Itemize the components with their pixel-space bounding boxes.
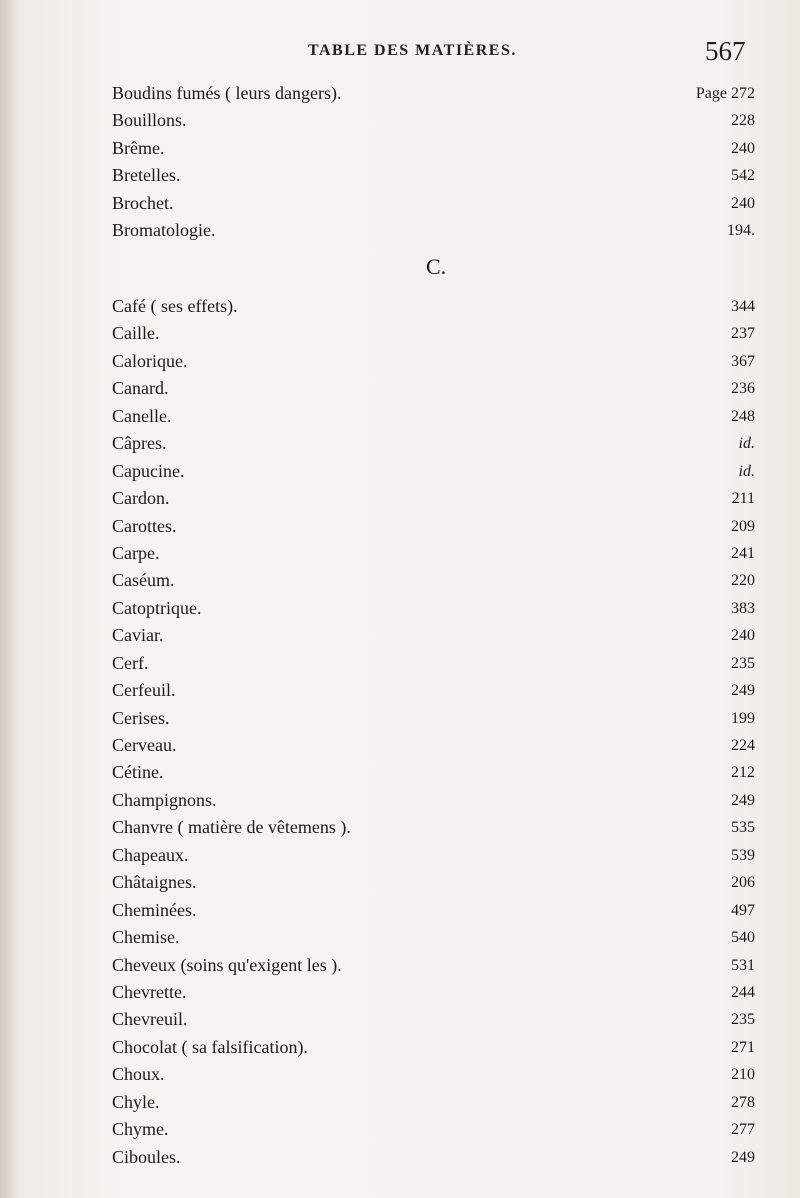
entry-page-number: 235 bbox=[731, 1011, 755, 1029]
index-entry bbox=[110, 787, 755, 814]
entry-page-number: id. bbox=[738, 435, 755, 453]
page-gutter-shadow bbox=[0, 0, 14, 1198]
entry-title: Brochet. bbox=[112, 192, 174, 213]
entry-title: Bouillons. bbox=[112, 110, 187, 131]
entry-page-number: Page 272 bbox=[695, 85, 755, 102]
index-entry bbox=[110, 842, 755, 869]
entry-page-number: 271 bbox=[731, 1038, 755, 1056]
index-entry bbox=[110, 80, 755, 107]
index-entry bbox=[110, 217, 755, 244]
entry-title: Chyme. bbox=[112, 1119, 169, 1140]
entry-page-number: 367 bbox=[731, 352, 755, 370]
entry-page-number: 535 bbox=[731, 819, 755, 837]
entry-page-number: 383 bbox=[731, 599, 755, 617]
index-entry bbox=[110, 375, 755, 402]
entry-page-number: 199 bbox=[731, 709, 755, 727]
entry-title: Cerises. bbox=[112, 707, 170, 728]
entry-page-number: 237 bbox=[731, 325, 755, 343]
entry-page-number: 531 bbox=[731, 956, 755, 974]
entry-title: Cerveau. bbox=[112, 735, 177, 755]
entry-page-number: 540 bbox=[731, 929, 755, 947]
page-number: 567 bbox=[705, 36, 746, 66]
entry-page-number: 235 bbox=[731, 654, 755, 672]
index-entry bbox=[110, 759, 755, 786]
running-head: TABLE DES MATIÈRES. bbox=[308, 42, 517, 59]
entry-title: Câpres. bbox=[112, 433, 167, 454]
entry-page-number: 277 bbox=[731, 1121, 755, 1139]
entry-page-number: 236 bbox=[731, 380, 755, 398]
entry-title: Carpe. bbox=[112, 542, 160, 563]
entry-page-number: 244 bbox=[731, 983, 755, 1001]
entry-title: Champignons. bbox=[112, 789, 217, 810]
index-entry bbox=[110, 403, 755, 430]
entry-page-number: 224 bbox=[731, 737, 755, 754]
index-entry bbox=[110, 348, 755, 375]
entry-title: Boudins fumés ( leurs dangers). bbox=[112, 83, 342, 103]
entry-title: Café ( ses effets). bbox=[112, 296, 238, 316]
entry-page-number: 210 bbox=[731, 1066, 755, 1084]
entry-title: Canard. bbox=[112, 378, 169, 399]
index-entry bbox=[110, 293, 755, 320]
entry-title: Châtaignes. bbox=[112, 872, 197, 893]
index-entry bbox=[110, 1006, 755, 1033]
index-entry bbox=[110, 814, 755, 841]
entry-title: Cerf. bbox=[112, 652, 149, 673]
entry-title: Caille. bbox=[112, 323, 160, 344]
entry-title: Capucine. bbox=[112, 460, 185, 481]
entry-page-number: 241 bbox=[731, 544, 755, 562]
entry-title: Chocolat ( sa falsification). bbox=[112, 1036, 308, 1057]
entry-page-number: 249 bbox=[731, 791, 755, 809]
entry-title: Chapeaux. bbox=[112, 844, 189, 865]
index-entry bbox=[110, 513, 755, 540]
index-entry bbox=[110, 705, 755, 732]
entry-page-number: 497 bbox=[731, 901, 755, 919]
entry-title: Brême. bbox=[112, 137, 165, 158]
entry-page-number: 206 bbox=[731, 874, 755, 892]
index-entry bbox=[110, 924, 755, 951]
entry-title: Chemise. bbox=[112, 927, 180, 948]
index-entry bbox=[110, 595, 755, 622]
entry-page-number: 248 bbox=[731, 407, 755, 425]
index-entry bbox=[110, 897, 755, 924]
index-entry bbox=[110, 162, 755, 189]
index-entry bbox=[110, 135, 755, 162]
entry-page-number: 249 bbox=[731, 1148, 755, 1166]
index-entry bbox=[110, 1061, 755, 1088]
index-entry bbox=[110, 430, 755, 457]
entry-page-number: 194. bbox=[727, 222, 755, 240]
index-entry bbox=[110, 458, 755, 485]
index-entry bbox=[110, 650, 755, 677]
index-entry bbox=[110, 1089, 755, 1116]
entry-page-number: 249 bbox=[731, 682, 755, 700]
entry-page-number: 240 bbox=[731, 139, 755, 157]
index-entry bbox=[110, 622, 755, 649]
entry-title: Bromatologie. bbox=[112, 220, 216, 241]
entry-page-number: 542 bbox=[731, 167, 755, 185]
entry-page-number: 240 bbox=[731, 627, 755, 645]
entry-title: Cheveux (soins qu'exigent les ). bbox=[112, 954, 342, 975]
section-letter-c: C. bbox=[426, 254, 447, 279]
index-list-c bbox=[110, 293, 755, 1171]
entry-page-number: 209 bbox=[731, 517, 755, 535]
entry-title: Chevreuil. bbox=[112, 1009, 188, 1030]
entry-page-number: 228 bbox=[731, 112, 755, 130]
entry-title: Ciboules. bbox=[112, 1146, 181, 1167]
index-entry bbox=[110, 979, 755, 1006]
entry-page-number: 211 bbox=[731, 490, 755, 508]
index-list-b bbox=[110, 80, 755, 245]
index-entry bbox=[110, 1034, 755, 1061]
entry-page-number: 539 bbox=[731, 846, 755, 864]
index-entry bbox=[110, 107, 755, 134]
entry-page-number: 278 bbox=[731, 1093, 755, 1111]
entry-title: Calorique. bbox=[112, 350, 188, 371]
entry-title: Chevrette. bbox=[112, 981, 187, 1002]
index-entry bbox=[110, 485, 755, 512]
entry-title: Carottes. bbox=[112, 515, 177, 536]
entry-title: Choux. bbox=[112, 1064, 165, 1085]
index-entry bbox=[110, 869, 755, 896]
index-entry bbox=[110, 567, 755, 594]
index-entry bbox=[110, 1144, 755, 1171]
entry-title: Canelle. bbox=[112, 405, 172, 426]
entry-title: Cardon. bbox=[112, 488, 170, 509]
entry-title: Chyle. bbox=[112, 1091, 160, 1112]
index-entry bbox=[110, 320, 755, 347]
entry-title: Chanvre ( matière de vêtemens ). bbox=[112, 817, 351, 838]
entry-title: Cheminées. bbox=[112, 899, 197, 920]
entry-title: Caséum. bbox=[112, 570, 175, 591]
entry-title: Cétine. bbox=[112, 762, 164, 783]
entry-page-number: 212 bbox=[731, 764, 755, 782]
entry-title: Cerfeuil. bbox=[112, 680, 176, 701]
entry-page-number: id. bbox=[738, 462, 755, 480]
index-entry bbox=[110, 190, 755, 217]
index-entry bbox=[110, 952, 755, 979]
index-entry bbox=[110, 677, 755, 704]
entry-page-number: 344 bbox=[731, 298, 755, 315]
entry-title: Catoptrique. bbox=[112, 597, 202, 618]
index-entry bbox=[110, 1116, 755, 1143]
index-entry bbox=[110, 732, 755, 759]
entry-page-number: 240 bbox=[731, 194, 755, 212]
entry-title: Bretelles. bbox=[112, 165, 181, 186]
entry-page-number: 220 bbox=[731, 572, 755, 590]
entry-title: Caviar. bbox=[112, 625, 164, 646]
index-entry bbox=[110, 540, 755, 567]
